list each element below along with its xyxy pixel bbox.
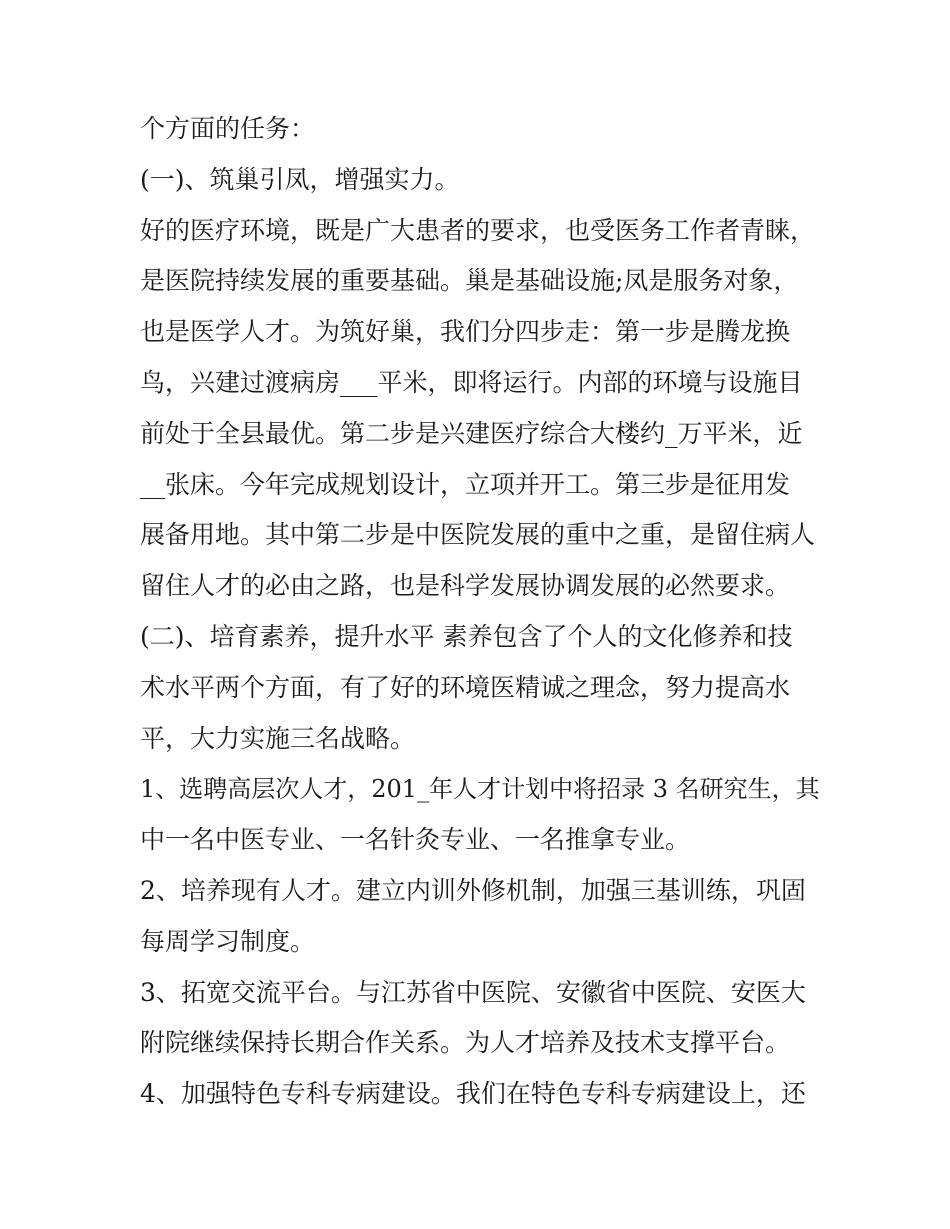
section-heading-2: (二)、培育素养，提升水平 素养包含了个人的文化修养和技 xyxy=(140,621,793,651)
text-line: __张床。今年完成规划设计，立项并开工。第三步是征用发 xyxy=(140,469,791,499)
text-line: 中一名中医专业、一名针灸专业、一名推拿专业。 xyxy=(140,825,691,855)
text-line: 每周学习制度。 xyxy=(140,926,316,956)
text-line: 个方面的任务： xyxy=(140,114,316,143)
list-item-3: 3、拓宽交流平台。与江苏省中医院、安徽省中医院、安医大 xyxy=(140,977,806,1007)
list-item-2: 2、培养现有人才。建立内训外修机制，加强三基训练，巩固 xyxy=(140,875,806,905)
section-heading-1: (一)、筑巢引凤，增强实力。 xyxy=(140,164,460,194)
text-line: 是医院持续发展的重要基础。巢是基础设施;凤是服务对象， xyxy=(140,266,799,296)
document-body xyxy=(140,104,820,1120)
text-line: 展备用地。其中第二步是中医院发展的重中之重，是留住病人 xyxy=(140,520,816,550)
text-line: 也是医学人才。为筑好巢，我们分四步走：第一步是腾龙换 xyxy=(140,317,791,347)
text-line: 前处于全县最优。第二步是兴建医疗综合大楼约_万平米，近 xyxy=(140,418,803,448)
list-item-4: 4、加强特色专科专病建设。我们在特色专科专病建设上，还 xyxy=(140,1079,806,1109)
text-line: 留住人才的必由之路，也是科学发展协调发展的必然要求。 xyxy=(140,571,791,601)
text-line: 平，大力实施三名战略。 xyxy=(140,723,416,753)
text-line: 鸟，兴建过渡病房___平米，即将运行。内部的环境与设施目 xyxy=(140,367,803,397)
text-line: 好的医疗环境，既是广大患者的要求，也受医务工作者青睐， xyxy=(140,215,816,245)
list-item-1: 1、选聘高层次人才，201_年人才计划中将招录 3 名研究生，其 xyxy=(140,775,820,804)
text-line: 术水平两个方面，有了好的环境医精诚之理念，努力提高水 xyxy=(140,672,791,702)
text-line: 附院继续保持长期合作关系。为人才培养及技术支撑平台。 xyxy=(140,1028,791,1058)
